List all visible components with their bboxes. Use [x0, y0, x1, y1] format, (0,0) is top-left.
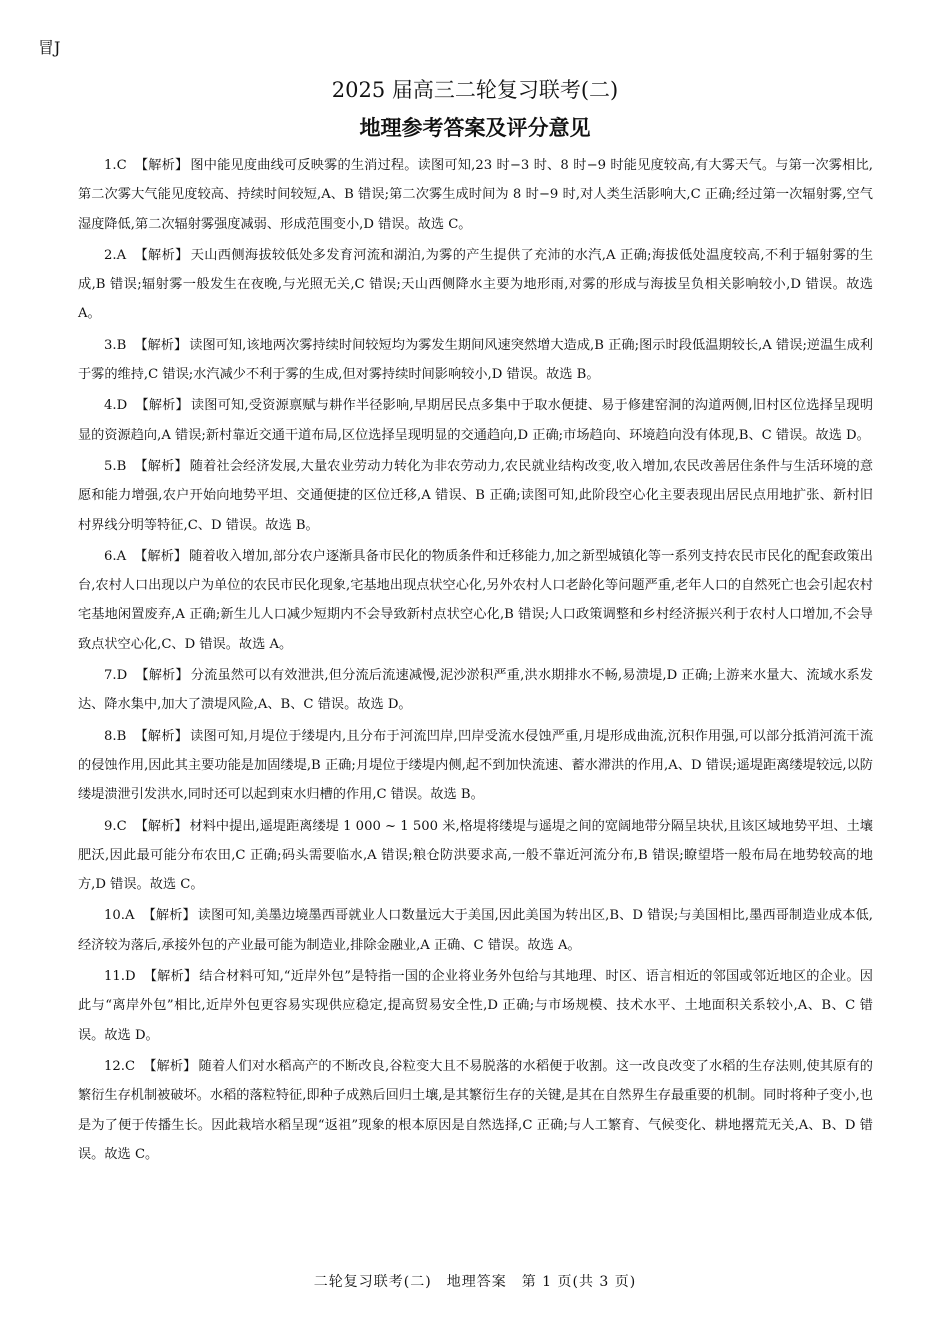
- answer-item: [78, 722, 873, 810]
- analysis-tag: 【解析】: [143, 1058, 197, 1074]
- analysis-tag: 【解析】: [134, 337, 188, 353]
- answer-number: 7.D: [104, 668, 128, 684]
- page-footer: 二轮复习联考(二) 地理答案 第 1 页(共 3 页): [313, 1274, 637, 1290]
- analysis-tag: 【解析】: [143, 969, 198, 985]
- answer-list: [78, 151, 873, 1171]
- publisher-logo: 冒J: [38, 38, 61, 57]
- answer-item: [78, 151, 873, 239]
- answer-item: [78, 452, 873, 540]
- answer-explanation: 随着社会经济发展,大量农业劳动力转化为非农劳动力,农民就业结构改变,收入增加,农民改善居住条件与生活环境的意愿和能力增强,农户开始向地势平坦、交通便捷的区位迁移,A 错误、B 正确;读图可知,此阶段空心化主要表现出居民点用地扩张、新村旧村界线分明等特征,C、D 错误。故选 B。: [78, 458, 874, 533]
- analysis-tag: 【解析】: [134, 247, 189, 263]
- answer-explanation: 读图可知,美墨边境墨西哥就业人口数量远大于美国,因此美国为转出区,B、D 错误;与美国相比,墨西哥制造业成本低,经济较为落后,承接外包的产业最可能为制造业,排除金融业,A 正确、C 错误。故选 A。: [78, 908, 874, 953]
- answer-explanation: 读图可知,受资源禀赋与耕作半径影响,早期居民点多集中于取水便捷、易于修建窑洞的沟道两侧,旧村区位选择呈现明显的资源趋向,A 错误;新村靠近交通干道布局,区位选择呈现明显的交通趋向,D 正确;市场趋向、环境趋向没有体现,B、C 错误。故选 D。: [78, 398, 874, 443]
- answer-number: 3.B: [104, 337, 127, 353]
- answer-number: 10.A: [104, 908, 135, 924]
- answer-item: [78, 391, 873, 450]
- answer-number: 6.A: [104, 548, 127, 564]
- analysis-tag: 【解析】: [134, 458, 188, 474]
- answer-item: [78, 542, 873, 659]
- answer-number: 4.D: [104, 398, 128, 414]
- answer-number: 2.A: [104, 247, 127, 263]
- analysis-tag: 【解析】: [135, 398, 189, 414]
- answer-explanation: 读图可知,该地两次雾持续时间较短均为雾发生期间风速突然增大造成,B 正确;图示时段低温期较长,A 错误;逆温生成利于雾的维持,C 错误;水汽减少不利于雾的生成,但对雾持续时间影响较小,D 错误。故选 B。: [78, 337, 873, 383]
- answer-explanation: 结合材料可知,“近岸外包”是特指一国的企业将业务外包给与其地理、时区、语言相近的邻国或邻近地区的企业。因此与“离岸外包”相比,近岸外包更容易实现供应稳定,提高贸易安全性,D 正确;与市场规模、技术水平、土地面积关系较小,A、B、C 错误。故选 D。: [78, 969, 873, 1043]
- answer-number: 12.C: [104, 1058, 136, 1074]
- answer-explanation: 随着收入增加,部分农户逐渐具备市民化的物质条件和迁移能力,加之新型城镇化等一系列支持农民市民化的配套政策出台,农村人口出现以户为单位的农民市民化现象,宅基地出现点状空心化,另外农村人口老龄化等问题严重,老年人口的自然死亡也会引起农村宅基地闲置废弃,A 正确;新生儿人口减少短期内不会导致新村点状空心化,B 错误;人口政策调整和乡村经济振兴利于农村人口增加,不会导致点状空心化,C、D 错误。故选 A。: [78, 548, 873, 652]
- answer-item: [78, 962, 873, 1050]
- answer-explanation: 天山西侧海拔较低处多发育河流和湖泊,为雾的产生提供了充沛的水汽,A 正确;海拔低处温度较高,不利于辐射雾的生成,B 错误;辐射雾一般发生在夜晚,与光照无关,C 错误;天山西侧降水主要为地形雨,对雾的形成与海拔呈负相关影响较小,D 错误。故选 A。: [78, 247, 874, 322]
- answer-item: [78, 812, 873, 900]
- analysis-tag: 【解析】: [134, 728, 189, 744]
- answer-item: [78, 661, 873, 720]
- answer-number: 8.B: [104, 728, 127, 744]
- answer-item: [78, 241, 873, 329]
- answer-explanation: 材料中提出,遥堤距离缕堤 1 000 ~ 1 500 米,格堤将缕堤与遥堤之间的宽阔地带分隔呈块状,且该区域地势平坦、土壤肥沃,因此最可能分布农田,C 正确;码头需要临水,A 错误;粮仓防洪要求高,一般不靠近河流分布,B 错误;瞭望塔一般布局在地势较高的地方,D 错误。故选 C。: [78, 818, 873, 893]
- analysis-tag: 【解析】: [134, 818, 188, 834]
- answer-explanation: 随着人们对水稻高产的不断改良,谷粒变大且不易脱落的水稻便于收割。这一改良改变了水稻的生存法则,使其原有的繁衍生存机制被破坏。水稻的落粒特征,即种子成熟后回归土壤,是其繁衍生存的关键,是其在自然界生存最重要的机制。同时将种子变小,也是为了便于传播生长。因此栽培水稻呈现“返祖”现象的根本原因是自然选择,C 正确;与人工繁育、气候变化、耕地撂荒无关,A、B、D 错误。故选 C。: [78, 1058, 873, 1162]
- answer-item: [78, 1052, 873, 1169]
- analysis-tag: 【解析】: [142, 908, 196, 924]
- answer-number: 5.B: [104, 458, 127, 474]
- answer-number: 1.C: [104, 158, 127, 173]
- answer-number: 9.C: [104, 818, 127, 834]
- analysis-tag: 【解析】: [134, 158, 189, 173]
- answer-explanation: 图中能见度曲线可反映雾的生消过程。读图可知,23 时−3 时、8 时−9 时能见度较高,有大雾天气。与第一次雾相比,第二次雾大气能见度较高、持续时间较短,A、B 错误;第二次雾生成时间为 8 时−9 时,对人类生活影响大,C 正确;经过第一次辐射雾,空气湿度降低,第二次辐射雾强度减弱、形成范围变小,D 错误。故选 C。: [78, 158, 874, 232]
- page-subtitle: 地理参考答案及评分意见: [359, 116, 591, 140]
- answer-item: [78, 331, 873, 390]
- analysis-tag: 【解析】: [134, 548, 188, 564]
- answer-item: [78, 901, 873, 960]
- answer-number: 11.D: [104, 969, 136, 985]
- answer-explanation: 读图可知,月堤位于缕堤内,且分布于河流凹岸,凹岸受流水侵蚀严重,月堤形成曲流,沉积作用强,可以部分抵消河流干流的侵蚀作用,因此其主要功能是加固缕堤,B 正确;月堤位于缕堤内侧,起不到加快流速、蓄水滞洪的作用,A、D 错误;遥堤距离缕堤较远,以防缕堤溃泄引发洪水,同时还可以起到束水归槽的作用,C 错误。故选 B。: [78, 728, 874, 803]
- answer-explanation: 分流虽然可以有效泄洪,但分流后流速减慢,泥沙淤积严重,洪水期排水不畅,易溃堤,D 正确;上游来水量大、流域水系发达、降水集中,加大了溃堤风险,A、B、C 错误。故选 D。: [78, 668, 873, 713]
- analysis-tag: 【解析】: [135, 668, 189, 684]
- page-title: 2025 届高三二轮复习联考(二): [331, 78, 619, 102]
